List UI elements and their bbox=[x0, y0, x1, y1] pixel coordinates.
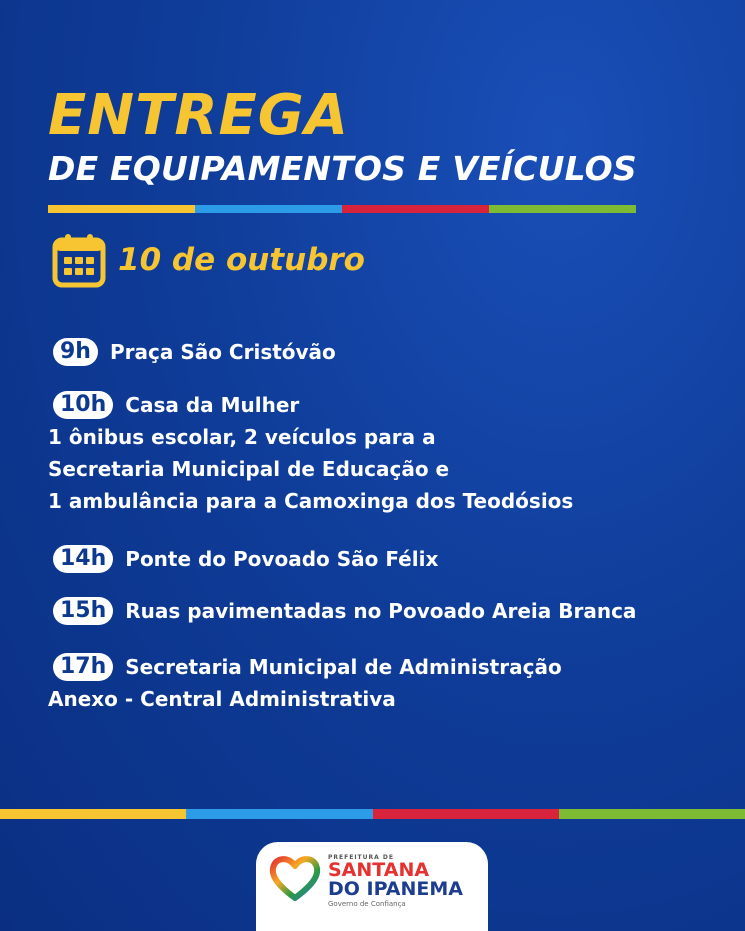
detail-line: Secretaria Municipal de Educação e bbox=[48, 457, 450, 481]
city-logo bbox=[256, 842, 488, 931]
date-row bbox=[52, 232, 365, 288]
location-text: Casa da Mulher bbox=[125, 393, 300, 417]
heart-logo-icon bbox=[268, 854, 322, 902]
detail-line: 1 ônibus escolar, 2 veículos para a bbox=[48, 425, 436, 449]
time-badge: 15h bbox=[53, 597, 113, 625]
schedule-item bbox=[48, 543, 438, 575]
page-subtitle: DE EQUIPAMENTOS E VEÍCULOS bbox=[48, 149, 637, 188]
schedule-item bbox=[48, 336, 336, 368]
schedule-item bbox=[48, 651, 562, 715]
detail-line: 1 ambulância para a Camoxinga dos Teodósios bbox=[48, 489, 574, 513]
calendar-icon bbox=[52, 232, 106, 288]
time-badge: 9h bbox=[53, 338, 98, 366]
color-stripe-bottom bbox=[0, 809, 745, 819]
location-text: Ponte do Povoado São Félix bbox=[125, 547, 439, 571]
location-text: Praça São Cristóvão bbox=[109, 340, 336, 364]
detail-line: Anexo - Central Administrativa bbox=[48, 687, 396, 711]
event-date: 10 de outubro bbox=[118, 242, 365, 278]
time-badge: 17h bbox=[53, 653, 113, 681]
schedule-item bbox=[48, 389, 573, 517]
logo-top-text: PREFEITURA DE bbox=[328, 854, 394, 861]
color-stripe-top bbox=[48, 205, 636, 213]
logo-line1: SANTANA bbox=[328, 859, 430, 881]
page-title: ENTREGA bbox=[48, 83, 349, 148]
time-badge: 10h bbox=[53, 391, 113, 419]
location-text: Ruas pavimentadas no Povoado Areia Branca bbox=[125, 599, 637, 623]
location-text: Secretaria Municipal de Administração bbox=[125, 655, 562, 679]
schedule-item bbox=[48, 595, 636, 627]
logo-line2: DO IPANEMA bbox=[328, 878, 463, 900]
time-badge: 14h bbox=[53, 545, 113, 573]
logo-tagline: Governo de Confiança bbox=[328, 900, 406, 908]
